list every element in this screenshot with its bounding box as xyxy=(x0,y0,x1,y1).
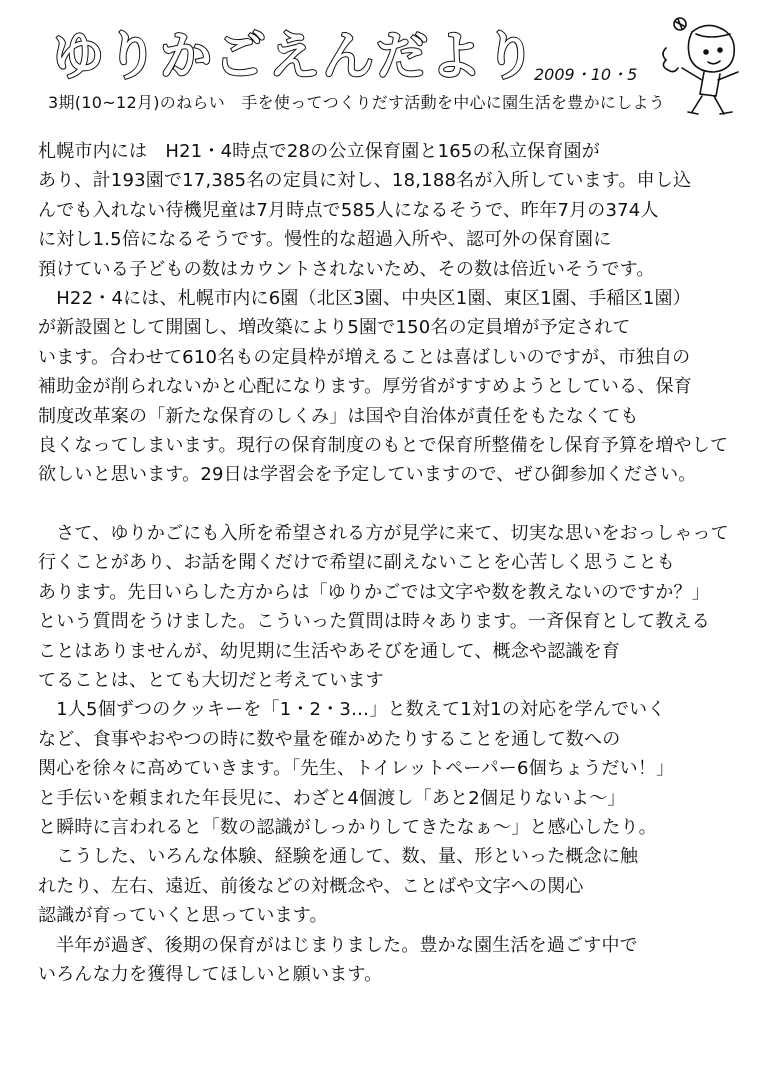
body-line: と手伝いを頼まれた年長児に、わざと4個渡し「あと2個足りないよ～」 xyxy=(38,787,626,809)
body-line: に対し1.5倍になるそうです。慢性的な超過入所や、認可外の保育園に xyxy=(38,229,612,251)
paragraph-gap xyxy=(38,490,758,519)
newsletter-title: ゆりかごえんだより xyxy=(52,27,539,87)
body-line: さて、ゆりかごにも入所を希望される方が見学に来て、切実な思いをおっしゃって xyxy=(38,523,729,545)
article-body xyxy=(38,137,758,989)
body-line: ことはありませんが、幼児期に生活やあそびを通して、概念や認識を育 xyxy=(38,640,621,662)
body-line: います。合わせて610名もの定員枠が増えることは喜ばしいのですが、市独自の xyxy=(38,346,691,368)
body-line: が新設園として開園し、増改築により5園で150名の定員増が予定されて xyxy=(38,317,631,339)
body-line: 札幌市内には H21・4時点で28の公立保育園と165の私立保育園が xyxy=(38,141,600,162)
body-line: など、食事やおやつの時に数や量を確かめたりすることを通して数への xyxy=(38,728,621,750)
body-line: れたり、左右、遠近、前後などの対概念や、ことばや文字への関心 xyxy=(38,875,584,897)
body-line: 1人5個ずつのクッキーを「1・2・3…」と数えて1対1の対応を学んでいく xyxy=(38,699,666,721)
body-line: 欲しいと思います。29日は学習会を予定していますので、ぜひ御参加ください。 xyxy=(38,464,697,486)
body-line: H22・4には、札幌市内に6園（北区3園、中央区1園、東区1園、手稲区1園） xyxy=(38,287,691,309)
body-line: 預けている子どもの数はカウントされないため、その数は倍近いそうです。 xyxy=(38,258,655,280)
body-line: 認識が育っていくと思っています。 xyxy=(38,905,328,927)
body-line: てることは、とても大切だと考えています xyxy=(38,670,384,692)
body-line: 行くことがあり、お話を聞くだけで希望に副えないことを心苦しく思うことも xyxy=(38,552,675,574)
cloud-puff xyxy=(663,48,678,72)
child-body xyxy=(700,72,720,96)
body-line: あります。先日いらした方からは「ゆりかごでは文字や数を教えないのですか？」 xyxy=(38,581,710,603)
body-line: 補助金が削られないかと心配になります。厚労省がすすめようとしている、保育 xyxy=(38,376,692,398)
body-line: 関心を徐々に高めていきます。「先生、トイレットペーパー6個ちょうだい！」 xyxy=(38,758,675,780)
body-line: 半年が過ぎ、後期の保育がはじまりました。豊かな園生活を過ごす中で xyxy=(38,934,638,956)
body-line: こうした、いろんな体験、経験を通して、数、量、形といった概念に触 xyxy=(38,846,639,868)
term-aim: 3期(10~12月)のねらい 手を使ってつくりだす活動を中心に園生活を豊かにしよう xyxy=(48,93,666,112)
body-line: 良くなってしまいます。現行の保育制度のもとで保育所整備をし保育予算を増やして xyxy=(38,434,729,456)
body-line: あり、計193園で17,385名の定員に対し、18,188名が入所しています。申し込 xyxy=(38,170,692,192)
child-mascot-illustration xyxy=(652,10,762,120)
issue-date: 2009・10・5 xyxy=(534,65,638,84)
body-line: んでも入れない待機児童は7月時点で585人になるそうで、昨年7月の374人 xyxy=(38,199,659,221)
body-line: いろんな力を獲得してほしいと願います。 xyxy=(38,963,383,985)
child-head xyxy=(688,25,734,72)
body-line: 制度改革案の「新たな保育のしくみ」は国や自治体が責任をもたなくても xyxy=(38,405,639,427)
body-line: という質問をうけました。こういった質問は時々あります。一斉保育として教える xyxy=(38,611,710,633)
body-line: と瞬時に言われると「数の認識がしっかりしてきたなぁ～」と感心したり。 xyxy=(38,816,657,838)
